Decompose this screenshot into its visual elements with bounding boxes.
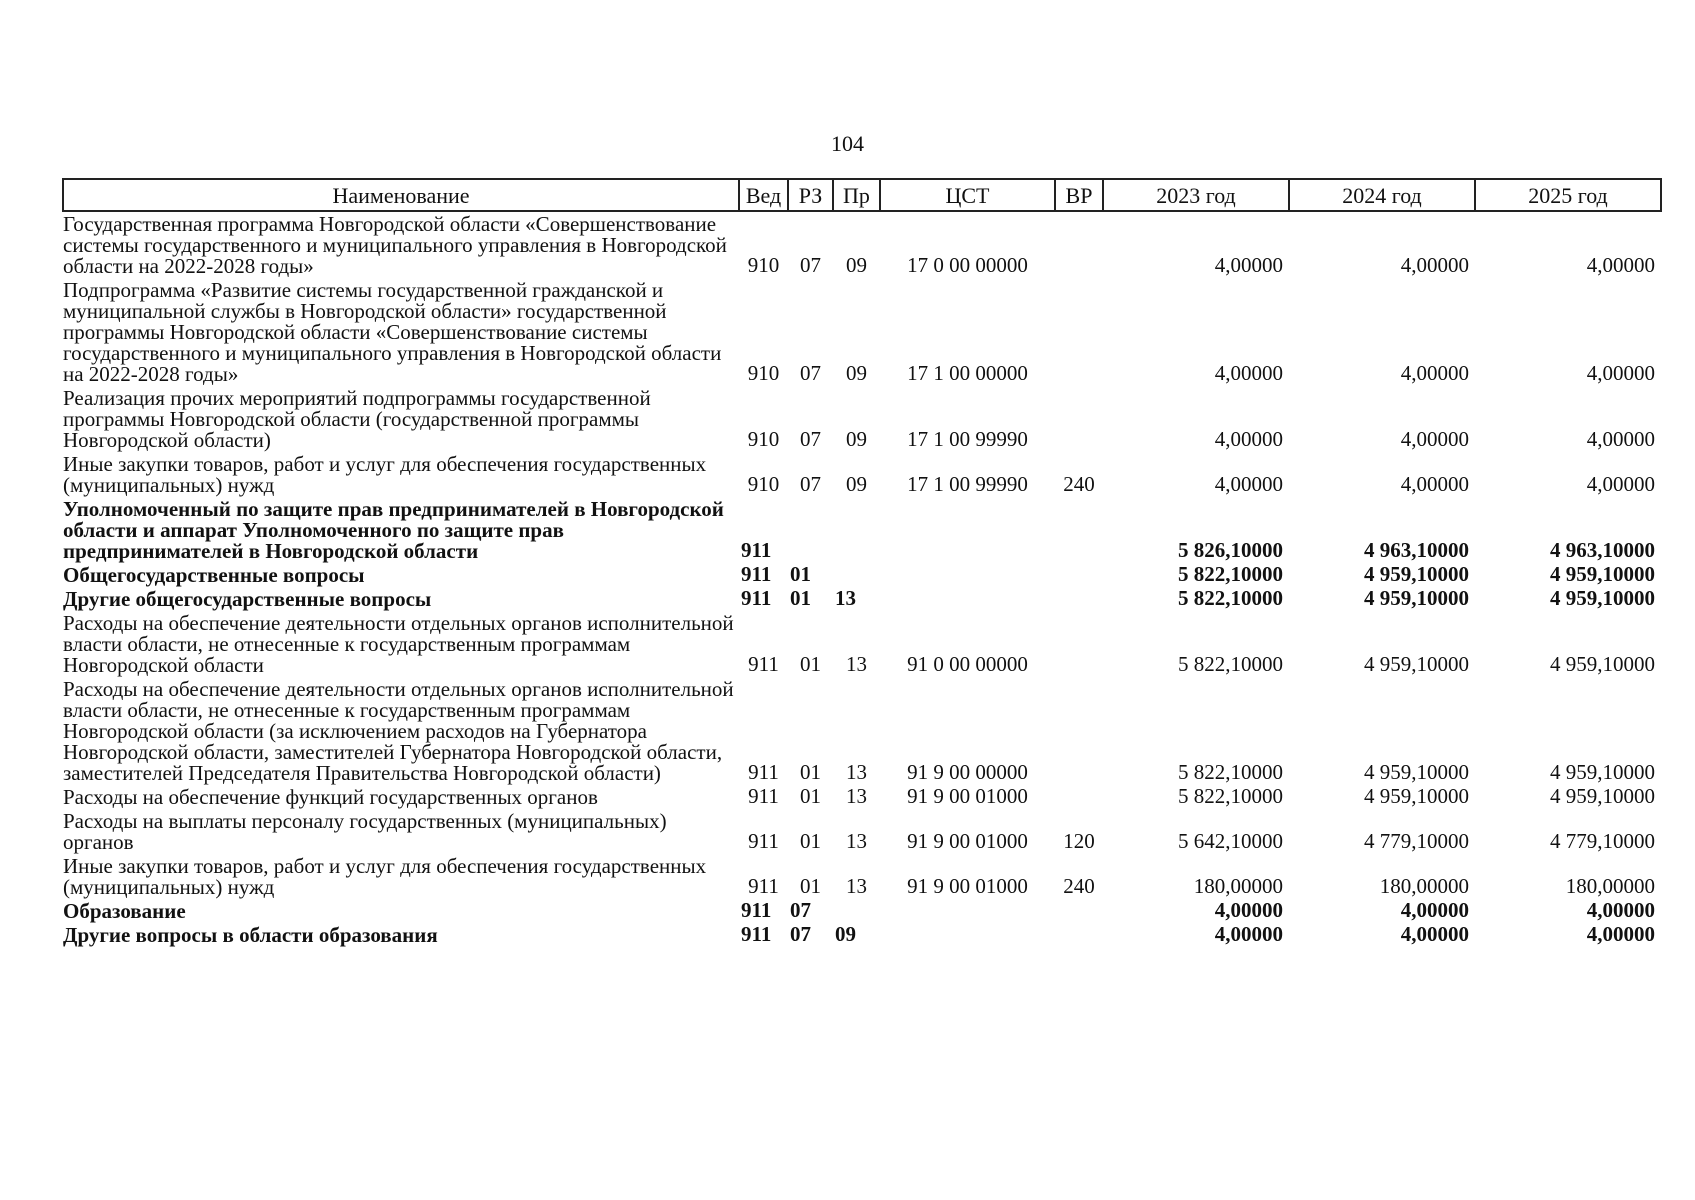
- cell-name: Расходы на обеспечение функций государственных органов: [63, 785, 598, 809]
- cell-ved: 911: [741, 562, 772, 586]
- cell-cst: [880, 497, 1055, 563]
- cell-ved: 911: [748, 829, 779, 853]
- cell-2023: 5 822,10000: [1178, 586, 1283, 610]
- cell-ved: 911: [741, 538, 772, 562]
- header-2023: 2023 год: [1103, 179, 1289, 211]
- header-name: Наименование: [63, 179, 739, 211]
- cell-2025: 4,00000: [1586, 427, 1655, 451]
- cell-2024: 4 959,10000: [1364, 784, 1469, 808]
- cell-2025: 180,00000: [1565, 874, 1655, 898]
- cell-2023: 5 826,10000: [1178, 538, 1283, 562]
- cell-pr: 13: [846, 760, 867, 784]
- cell-rz: [788, 497, 833, 563]
- cell-cst: 17 1 00 99990: [907, 427, 1028, 451]
- cell-2024: 4 959,10000: [1364, 760, 1469, 784]
- cell-ved: 911: [748, 652, 779, 676]
- cell-rz: 01: [790, 562, 811, 586]
- cell-cst: 91 9 00 01000: [907, 784, 1028, 808]
- cell-name: Расходы на обеспечение деятельности отдельных органов исполнительной власти области, не отнесенные к государственным программам Новгородской области: [63, 611, 734, 677]
- table-row: [63, 497, 1661, 563]
- cell-name: Расходы на выплаты персоналу государственных (муниципальных) органов: [63, 809, 667, 854]
- cell-2025: 4 963,10000: [1550, 538, 1655, 562]
- table-row: [63, 899, 1661, 923]
- cell-name: Расходы на обеспечение деятельности отдельных органов исполнительной власти области, не отнесенные к государственным программам Новгородской области (за исключением расходов на Губернатора Новгородской области, заместителей Губернатора Новгородской области, заместителей Председателя Правительства Новгородской области): [63, 677, 734, 785]
- cell-cst: 17 1 00 00000: [907, 361, 1028, 385]
- cell-ved: 911: [748, 760, 779, 784]
- cell-cst: 91 9 00 00000: [907, 760, 1028, 784]
- table-row: [63, 211, 1661, 278]
- cell-name: Государственная программа Новгородской области «Совершенствование системы государственного и муниципального управления в Новгородской области на 2022-2028 годы»: [63, 212, 727, 278]
- cell-rz: 01: [800, 784, 821, 808]
- cell-vr: [1055, 587, 1103, 611]
- cell-vr: [1055, 899, 1103, 923]
- table-row: [63, 677, 1661, 785]
- table-row: [63, 809, 1661, 854]
- header-pr: Пр: [833, 179, 880, 211]
- header-cst: ЦСТ: [880, 179, 1055, 211]
- cell-rz: 07: [800, 427, 821, 451]
- cell-cst: [880, 563, 1055, 587]
- cell-vr: 240: [1063, 874, 1095, 898]
- cell-2023: 4,00000: [1214, 922, 1283, 946]
- cell-vr: [1055, 785, 1103, 809]
- cell-vr: 240: [1063, 472, 1095, 496]
- cell-name: Другие общегосударственные вопросы: [63, 587, 432, 611]
- cell-name: Реализация прочих мероприятий подпрограммы государственной программы Новгородской области (государственной программы Новгородской области): [63, 386, 651, 452]
- cell-2023: 5 822,10000: [1178, 652, 1283, 676]
- cell-pr: [833, 563, 880, 587]
- cell-cst: 91 9 00 01000: [907, 874, 1028, 898]
- cell-2023: 5 822,10000: [1178, 760, 1283, 784]
- cell-2024: 4 959,10000: [1364, 562, 1469, 586]
- cell-2023: 180,00000: [1193, 874, 1283, 898]
- cell-2024: 4 959,10000: [1364, 652, 1469, 676]
- cell-2023: 4,00000: [1214, 427, 1283, 451]
- cell-2023: 5 822,10000: [1178, 784, 1283, 808]
- cell-2023: 5 642,10000: [1178, 829, 1283, 853]
- table-body: [63, 211, 1661, 947]
- cell-vr: [1055, 611, 1103, 677]
- cell-ved: 911: [741, 898, 772, 922]
- cell-name: Общегосударственные вопросы: [63, 563, 365, 587]
- cell-2025: 4 959,10000: [1550, 784, 1655, 808]
- cell-pr: 13: [846, 784, 867, 808]
- cell-2025: 4,00000: [1586, 253, 1655, 277]
- cell-2025: 4 779,10000: [1550, 829, 1655, 853]
- cell-name: Иные закупки товаров, работ и услуг для обеспечения государственных (муниципальных) нужд: [63, 452, 707, 497]
- cell-2024: 4 963,10000: [1364, 538, 1469, 562]
- cell-cst: [880, 587, 1055, 611]
- cell-2024: 180,00000: [1379, 874, 1469, 898]
- cell-pr: [833, 497, 880, 563]
- cell-name: Иные закупки товаров, работ и услуг для обеспечения государственных (муниципальных) нужд: [63, 854, 707, 899]
- table-row: [63, 278, 1661, 386]
- table-row: [63, 854, 1661, 899]
- cell-vr: [1055, 923, 1103, 947]
- table-row: [63, 386, 1661, 452]
- cell-pr: 09: [846, 361, 867, 385]
- cell-2024: 4 959,10000: [1364, 586, 1469, 610]
- cell-rz: 01: [800, 874, 821, 898]
- cell-cst: 91 9 00 01000: [907, 829, 1028, 853]
- cell-2024: 4,00000: [1400, 898, 1469, 922]
- cell-2024: 4 779,10000: [1364, 829, 1469, 853]
- cell-name: Подпрограмма «Развитие системы государственной гражданской и муниципальной службы в Новгородской области» государственной программы Новгородской области «Совершенствование системы государственного и муниципального управления в Новгородской области на 2022-2028 годы»: [63, 278, 722, 386]
- table-row: [63, 563, 1661, 587]
- cell-rz: 07: [800, 253, 821, 277]
- cell-rz: 07: [800, 361, 821, 385]
- cell-cst: [880, 899, 1055, 923]
- cell-vr: [1055, 386, 1103, 452]
- cell-rz: 01: [800, 760, 821, 784]
- table-row: [63, 611, 1661, 677]
- cell-name: Другие вопросы в области образования: [63, 923, 438, 947]
- cell-2023: 5 822,10000: [1178, 562, 1283, 586]
- cell-rz: 01: [790, 586, 811, 610]
- cell-vr: 120: [1063, 829, 1095, 853]
- cell-2023: 4,00000: [1214, 253, 1283, 277]
- table-row: [63, 785, 1661, 809]
- cell-2025: 4,00000: [1586, 472, 1655, 496]
- cell-rz: 07: [790, 922, 811, 946]
- cell-rz: 01: [800, 829, 821, 853]
- cell-ved: 910: [747, 253, 780, 277]
- header-vr: ВР: [1055, 179, 1103, 211]
- cell-pr: 09: [846, 253, 867, 277]
- cell-2025: 4,00000: [1586, 922, 1655, 946]
- cell-pr: 09: [846, 472, 867, 496]
- cell-pr: 13: [846, 874, 867, 898]
- cell-pr: 13: [835, 586, 856, 610]
- cell-ved: 910: [747, 361, 780, 385]
- cell-2024: 4,00000: [1400, 472, 1469, 496]
- cell-vr: [1055, 677, 1103, 785]
- cell-ved: 911: [748, 874, 779, 898]
- cell-2023: 4,00000: [1214, 898, 1283, 922]
- cell-cst: 17 1 00 99990: [907, 472, 1028, 496]
- cell-pr: 13: [846, 829, 867, 853]
- header-ved: Вед: [739, 179, 788, 211]
- cell-2025: 4,00000: [1586, 361, 1655, 385]
- cell-vr: [1055, 211, 1103, 278]
- cell-rz: 07: [790, 898, 811, 922]
- cell-rz: 07: [800, 472, 821, 496]
- cell-ved: 911: [741, 922, 772, 946]
- cell-ved: 910: [747, 427, 780, 451]
- cell-2025: 4 959,10000: [1550, 562, 1655, 586]
- cell-pr: 09: [846, 427, 867, 451]
- cell-2025: 4 959,10000: [1550, 652, 1655, 676]
- cell-name: Образование: [63, 899, 186, 923]
- cell-name: Уполномоченный по защите прав предпринимателей в Новгородской области и аппарат Уполномоченного по защите прав предпринимателей в Новгородской области: [63, 497, 724, 563]
- cell-ved: 911: [748, 784, 779, 808]
- page-number: 104: [831, 131, 864, 156]
- cell-pr: 09: [835, 922, 856, 946]
- cell-vr: [1055, 278, 1103, 386]
- cell-2023: 4,00000: [1214, 361, 1283, 385]
- table-header-row: [63, 179, 1661, 211]
- cell-pr: 13: [846, 652, 867, 676]
- cell-2025: 4 959,10000: [1550, 586, 1655, 610]
- cell-cst: [880, 923, 1055, 947]
- table-row: [63, 587, 1661, 611]
- table-row: [63, 452, 1661, 497]
- cell-pr: [833, 899, 880, 923]
- header-2025: 2025 год: [1475, 179, 1661, 211]
- table-row: [63, 923, 1661, 947]
- header-2024: 2024 год: [1289, 179, 1475, 211]
- cell-vr: [1055, 497, 1103, 563]
- cell-rz: 01: [800, 652, 821, 676]
- cell-2025: 4,00000: [1586, 898, 1655, 922]
- cell-2023: 4,00000: [1214, 472, 1283, 496]
- cell-ved: 910: [747, 472, 780, 496]
- header-rz: РЗ: [788, 179, 833, 211]
- cell-2025: 4 959,10000: [1550, 760, 1655, 784]
- cell-cst: 17 0 00 00000: [907, 253, 1028, 277]
- cell-cst: 91 0 00 00000: [907, 652, 1028, 676]
- budget-table: [62, 178, 1662, 947]
- cell-ved: 911: [741, 586, 772, 610]
- cell-2024: 4,00000: [1400, 361, 1469, 385]
- cell-vr: [1055, 563, 1103, 587]
- cell-2024: 4,00000: [1400, 427, 1469, 451]
- cell-2024: 4,00000: [1400, 253, 1469, 277]
- cell-2024: 4,00000: [1400, 922, 1469, 946]
